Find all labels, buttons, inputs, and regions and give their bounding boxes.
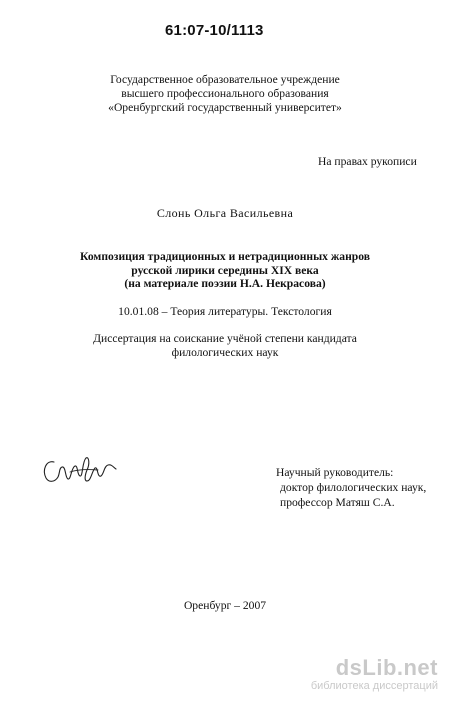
advisor-degree: доктор филологических наук, (280, 481, 427, 494)
institution-block (0, 73, 450, 115)
thesis-title (0, 250, 450, 291)
manuscript-rights-note: На правах рукописи (318, 155, 417, 168)
thesis-title-line: русской лирики середины XIX века (131, 263, 319, 277)
handwritten-signature (40, 448, 118, 488)
city-year: Оренбург – 2007 (183, 599, 267, 612)
registration-code: 61:07-10/1113 (165, 22, 264, 39)
watermark (311, 657, 438, 693)
degree-statement (0, 332, 450, 360)
watermark-brand: dsLib.net (335, 655, 438, 680)
thesis-title-line: (на материале поэзии Н.А. Некрасова) (124, 277, 326, 290)
scientific-advisor (276, 465, 426, 510)
institution-line: высшего профессионального образования (121, 87, 329, 100)
institution-line: «Оренбургский государственный университет» (108, 101, 342, 114)
institution-line: Государственное образовательное учреждение (110, 73, 340, 86)
watermark-subtitle: библиотека диссертаций (310, 680, 438, 692)
specialty-code: 10.01.08 – Теория литературы. Текстология (118, 305, 332, 318)
advisor-label: Научный руководитель: (276, 466, 394, 479)
author-name: Слонь Ольга Васильевна (156, 206, 294, 220)
degree-line: филологических наук (171, 346, 279, 359)
advisor-rank-name: профессор Матяш С.А. (280, 496, 395, 509)
thesis-title-line: Композиция традиционных и нетрадиционных жанров (80, 250, 370, 263)
degree-line: Диссертация на соискание учёной степени кандидата (93, 332, 357, 345)
